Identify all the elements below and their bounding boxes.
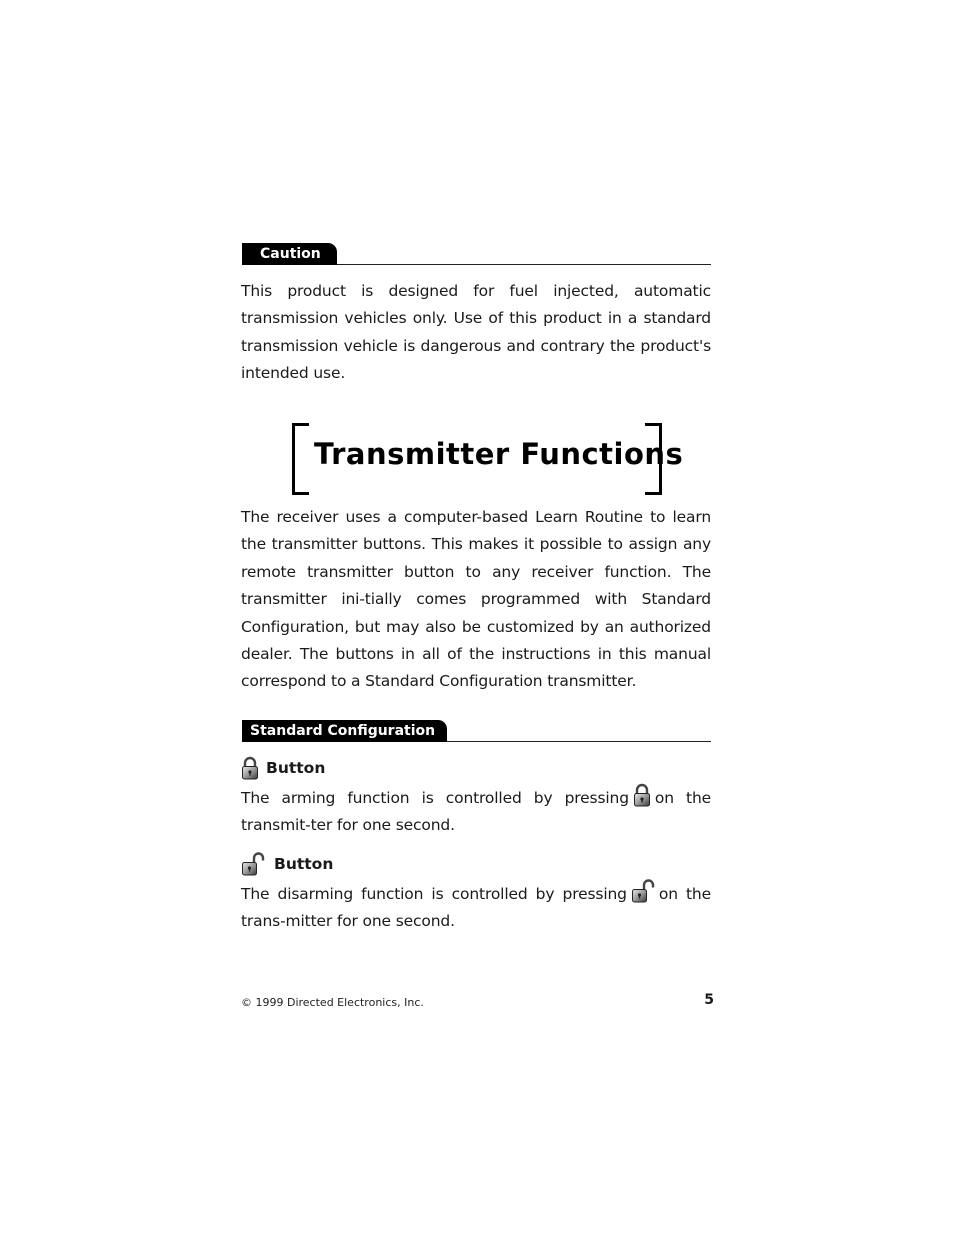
unlock-text-after: on the trans-mitter for one second. <box>241 885 711 931</box>
unlock-icon <box>631 879 655 903</box>
caution-text: This product is designed for fuel injected, automatic transmission vehicles only. Use of this product in a standard transmission vehicle is dangerous and contrary the product's intended use. <box>241 282 711 383</box>
lock-button-heading <box>241 755 325 781</box>
caution-header <box>242 243 711 265</box>
lock-text-before: The arming function is controlled by pressing <box>241 789 629 807</box>
unlock-button-heading <box>241 851 333 877</box>
standard-config-header <box>242 720 711 742</box>
lock-text-after: on the transmit-ter for one second. <box>241 789 712 835</box>
unlock-button-description <box>241 879 711 936</box>
intro-text: The receiver uses a computer-based Learn Routine to learn the transmitter buttons. This makes it possible to assign any remote transmitter button to any receiver function. The transmitter ini-tially comes programmed with Standard Configuration, but may also be customized by an authorized dealer. The buttons in all of the instructions in this manual correspond to a Standard Configuration transmitter. <box>241 508 711 691</box>
copyright: © 1999 Directed Electronics, Inc. <box>241 996 424 1009</box>
caution-tab: Caution <box>242 243 337 265</box>
unlock-icon <box>241 852 265 876</box>
standard-config-tab: Standard Configuration <box>242 720 447 742</box>
left-bracket <box>292 423 309 495</box>
lock-button-description <box>241 783 711 840</box>
unlock-text-before: The disarming function is controlled by pressing <box>241 885 627 903</box>
unlock-button-label: Button <box>274 855 334 873</box>
section-title-frame <box>292 423 684 493</box>
page-number: 5 <box>704 992 714 1008</box>
lock-icon <box>633 783 651 807</box>
lock-icon <box>241 756 259 780</box>
lock-button-label: Button <box>266 759 326 777</box>
page-title: Transmitter Functions <box>314 437 684 471</box>
